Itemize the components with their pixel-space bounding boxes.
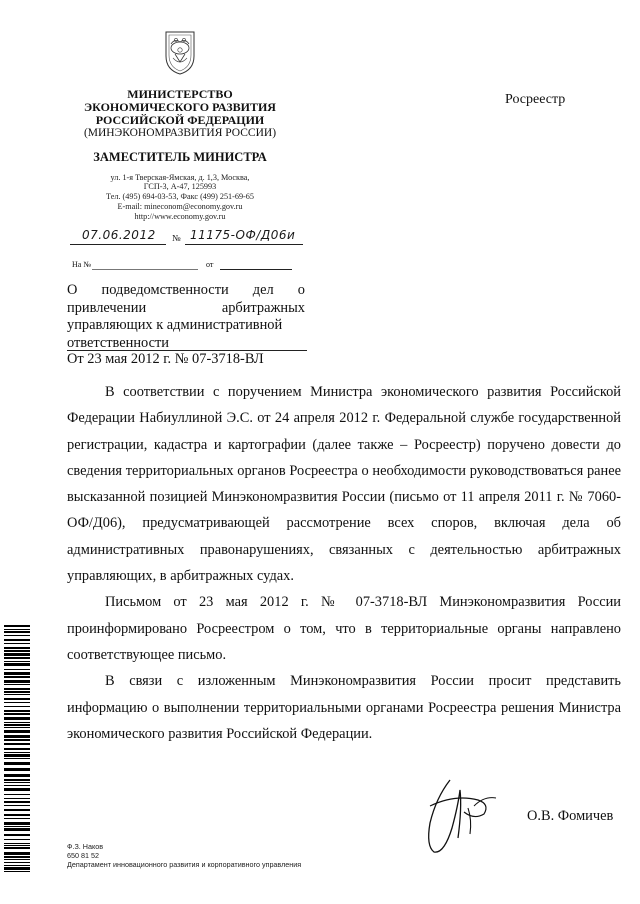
paragraph-1: В соответствии с поручением Министра экономического развития Российской Федерации Набиуллиной Э.С. от 24 апреля 2012 г. Федеральной службе государственной регистрации, кадастра и картографии (далее также – Росреестр) поручено довести до сведения территориальных органов Росреестра о необходимости руководствоваться ранее высказанной позицией Минэкономразвития России (письмо от 11 апреля 2011 г. № 7060-ОФ/Д06), предусматривающей рассмотрение всех споров, включая дела об административных правонарушениях, связанных с деятельностью арбитражных управляющих, в арбитражных судах. xyxy=(67,384,621,585)
date-underline xyxy=(70,244,166,245)
subject-line-4: ответственности xyxy=(67,334,169,351)
subject xyxy=(67,282,305,352)
subject-line-1 xyxy=(67,282,305,300)
document-date: 07.06.2012 xyxy=(82,228,156,242)
subject-word: дел xyxy=(252,282,274,298)
subject-reference: От 23 мая 2012 г. № 07-3718-ВЛ xyxy=(67,351,264,367)
letter-body xyxy=(67,379,621,747)
number-prefix: № xyxy=(172,233,181,243)
reference-label: На № xyxy=(72,260,91,269)
subject-word: О xyxy=(67,282,78,298)
barcode-icon xyxy=(4,625,30,875)
subject-line-2 xyxy=(67,300,305,318)
org-name-line2: ЭКОНОМИЧЕСКОГО РАЗВИТИЯ xyxy=(84,100,276,114)
paragraph-2: Письмом от 23 мая 2012 г. № 07-3718-ВЛ Минэкономразвития России проинформировано Росреестром о том, что в территориальные органы направлено соответствующее письмо. xyxy=(67,594,621,663)
subject-line-3: управляющих к административной xyxy=(67,317,283,333)
executor-name: Ф.З. Наков xyxy=(67,842,104,851)
subject-word: привлечении xyxy=(67,299,147,316)
handwritten-signature xyxy=(400,768,510,858)
signatory-name: О.В. Фомичев xyxy=(527,808,614,824)
signature-icon xyxy=(400,768,510,858)
signatory-position: ЗАМЕСТИТЕЛЬ МИНИСТРА xyxy=(93,150,267,164)
address-line-3: Тел. (495) 694-03-53, Факс (499) 251-69-65 xyxy=(106,192,254,201)
recipient: Росреестр xyxy=(505,92,566,107)
address-line-4: E-mail: mineconom@economy.gov.ru xyxy=(117,202,243,211)
state-emblem xyxy=(158,26,202,76)
org-name-line3: РОССИЙСКОЙ ФЕДЕРАЦИИ xyxy=(95,113,265,127)
address-line-1: ул. 1-я Тверская-Ямская, д. 1,3, Москва, xyxy=(110,173,250,182)
subject-word: арбитражных xyxy=(221,299,305,316)
coat-of-arms-icon xyxy=(158,26,202,76)
subject-word: о xyxy=(297,282,305,298)
paragraph-3: В связи с изложенным Минэкономразвития России просит представить информацию о выполнении территориальными органами Росреестра решения Министра экономического развития Российской Федерации. xyxy=(67,673,621,742)
subject-word: подведомственности xyxy=(101,282,229,298)
document-barcode xyxy=(4,625,30,875)
reference-date-line xyxy=(220,269,292,270)
number-underline xyxy=(185,244,303,245)
executor-department: Департамент инновационного развития и корпоративного управления xyxy=(67,860,302,869)
reference-from: от xyxy=(206,260,214,269)
address-line-5: http://www.economy.gov.ru xyxy=(134,212,226,221)
executor-phone: 650 81 52 xyxy=(67,851,99,860)
org-name-line1: МИНИСТЕРСТВО xyxy=(127,87,233,101)
document-number: 11175-ОФ/Д06и xyxy=(190,228,296,242)
address-line-2: ГСП-3, А-47, 125993 xyxy=(143,182,217,191)
org-short-name: (МИНЭКОНОМРАЗВИТИЯ РОССИИ) xyxy=(83,127,277,139)
reference-number-line xyxy=(92,269,198,270)
